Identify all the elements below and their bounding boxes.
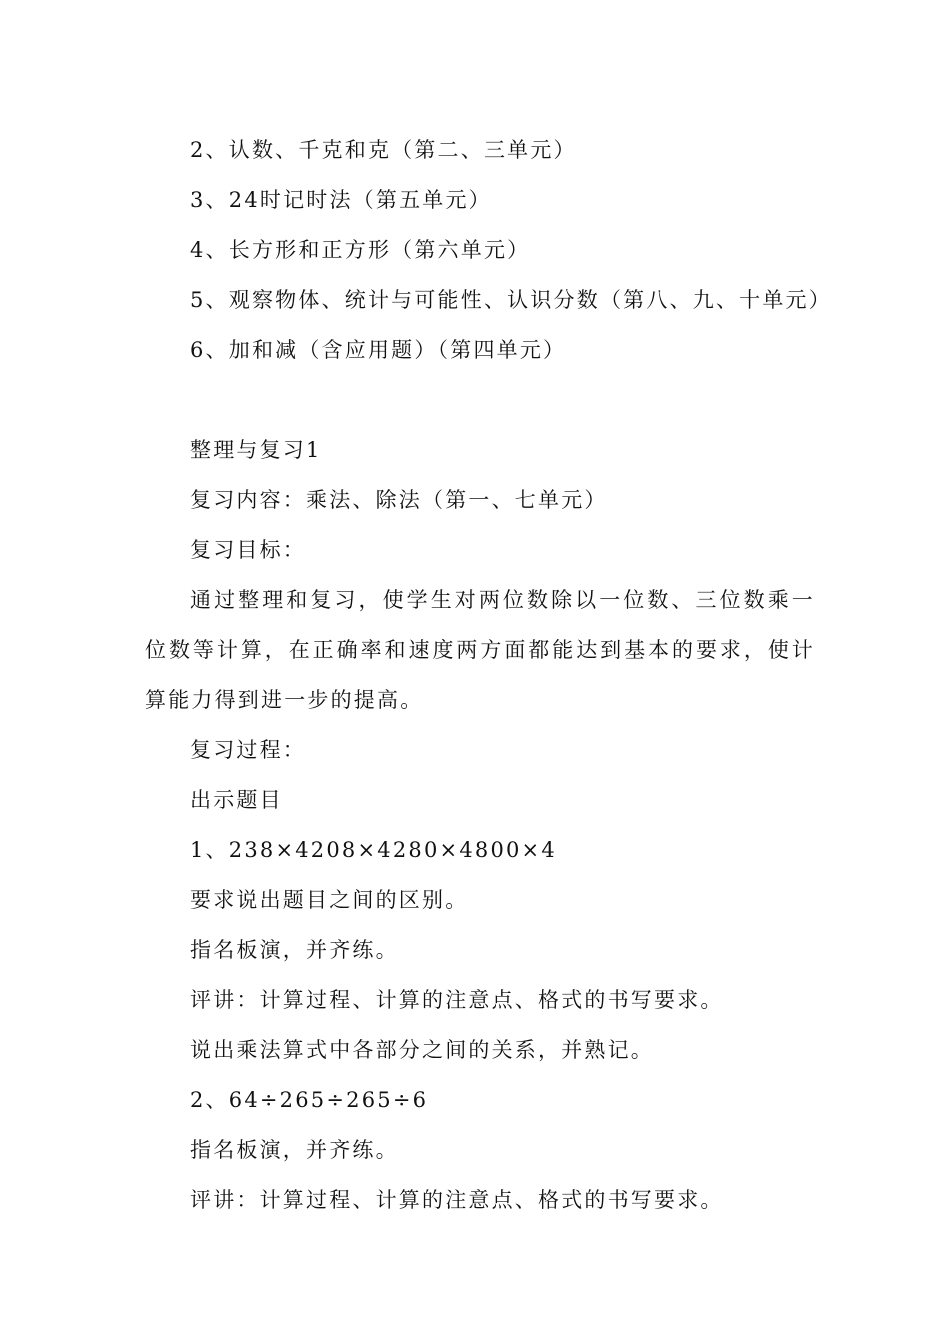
- goal-heading: 复习目标：: [190, 538, 306, 562]
- problem-2-practice: 指名板演，并齐练。: [190, 1138, 399, 1162]
- outline-item-6: 6、加和减（含应用题）（第四单元）: [190, 338, 567, 362]
- problem-1-relation: 说出乘法算式中各部分之间的关系，并熟记。: [190, 1038, 654, 1062]
- problem-1: 1、238×4208×4280×4800×4: [190, 838, 557, 862]
- outline-item-2: 2、认数、千克和克（第二、三单元）: [190, 138, 577, 162]
- section-title: 整理与复习1: [190, 438, 322, 462]
- process-heading: 复习过程：: [190, 738, 306, 762]
- outline-item-5: 5、观察物体、统计与可能性、认识分数（第八、九、十单元）: [190, 288, 832, 312]
- outline-item-3: 3、24时记时法（第五单元）: [190, 188, 492, 212]
- goal-paragraph: 通过整理和复习，使学生对两位数除以一位数、三位数乘一位数等计算，在正确率和速度两方面都能达到基本的要求，使计算能力得到进一步的提高。: [145, 588, 815, 712]
- show-problems-heading: 出示题目: [190, 788, 283, 812]
- problem-1-comment: 评讲：计算过程、计算的注意点、格式的书写要求。: [190, 988, 724, 1012]
- problem-1-requirement: 要求说出题目之间的区别。: [190, 888, 469, 912]
- outline-item-4: 4、长方形和正方形（第六单元）: [190, 238, 531, 262]
- problem-2-comment: 评讲：计算过程、计算的注意点、格式的书写要求。: [190, 1188, 724, 1212]
- problem-2: 2、64÷265÷265÷6: [190, 1088, 429, 1112]
- review-content: 复习内容：乘法、除法（第一、七单元）: [190, 488, 608, 512]
- problem-1-practice: 指名板演，并齐练。: [190, 938, 399, 962]
